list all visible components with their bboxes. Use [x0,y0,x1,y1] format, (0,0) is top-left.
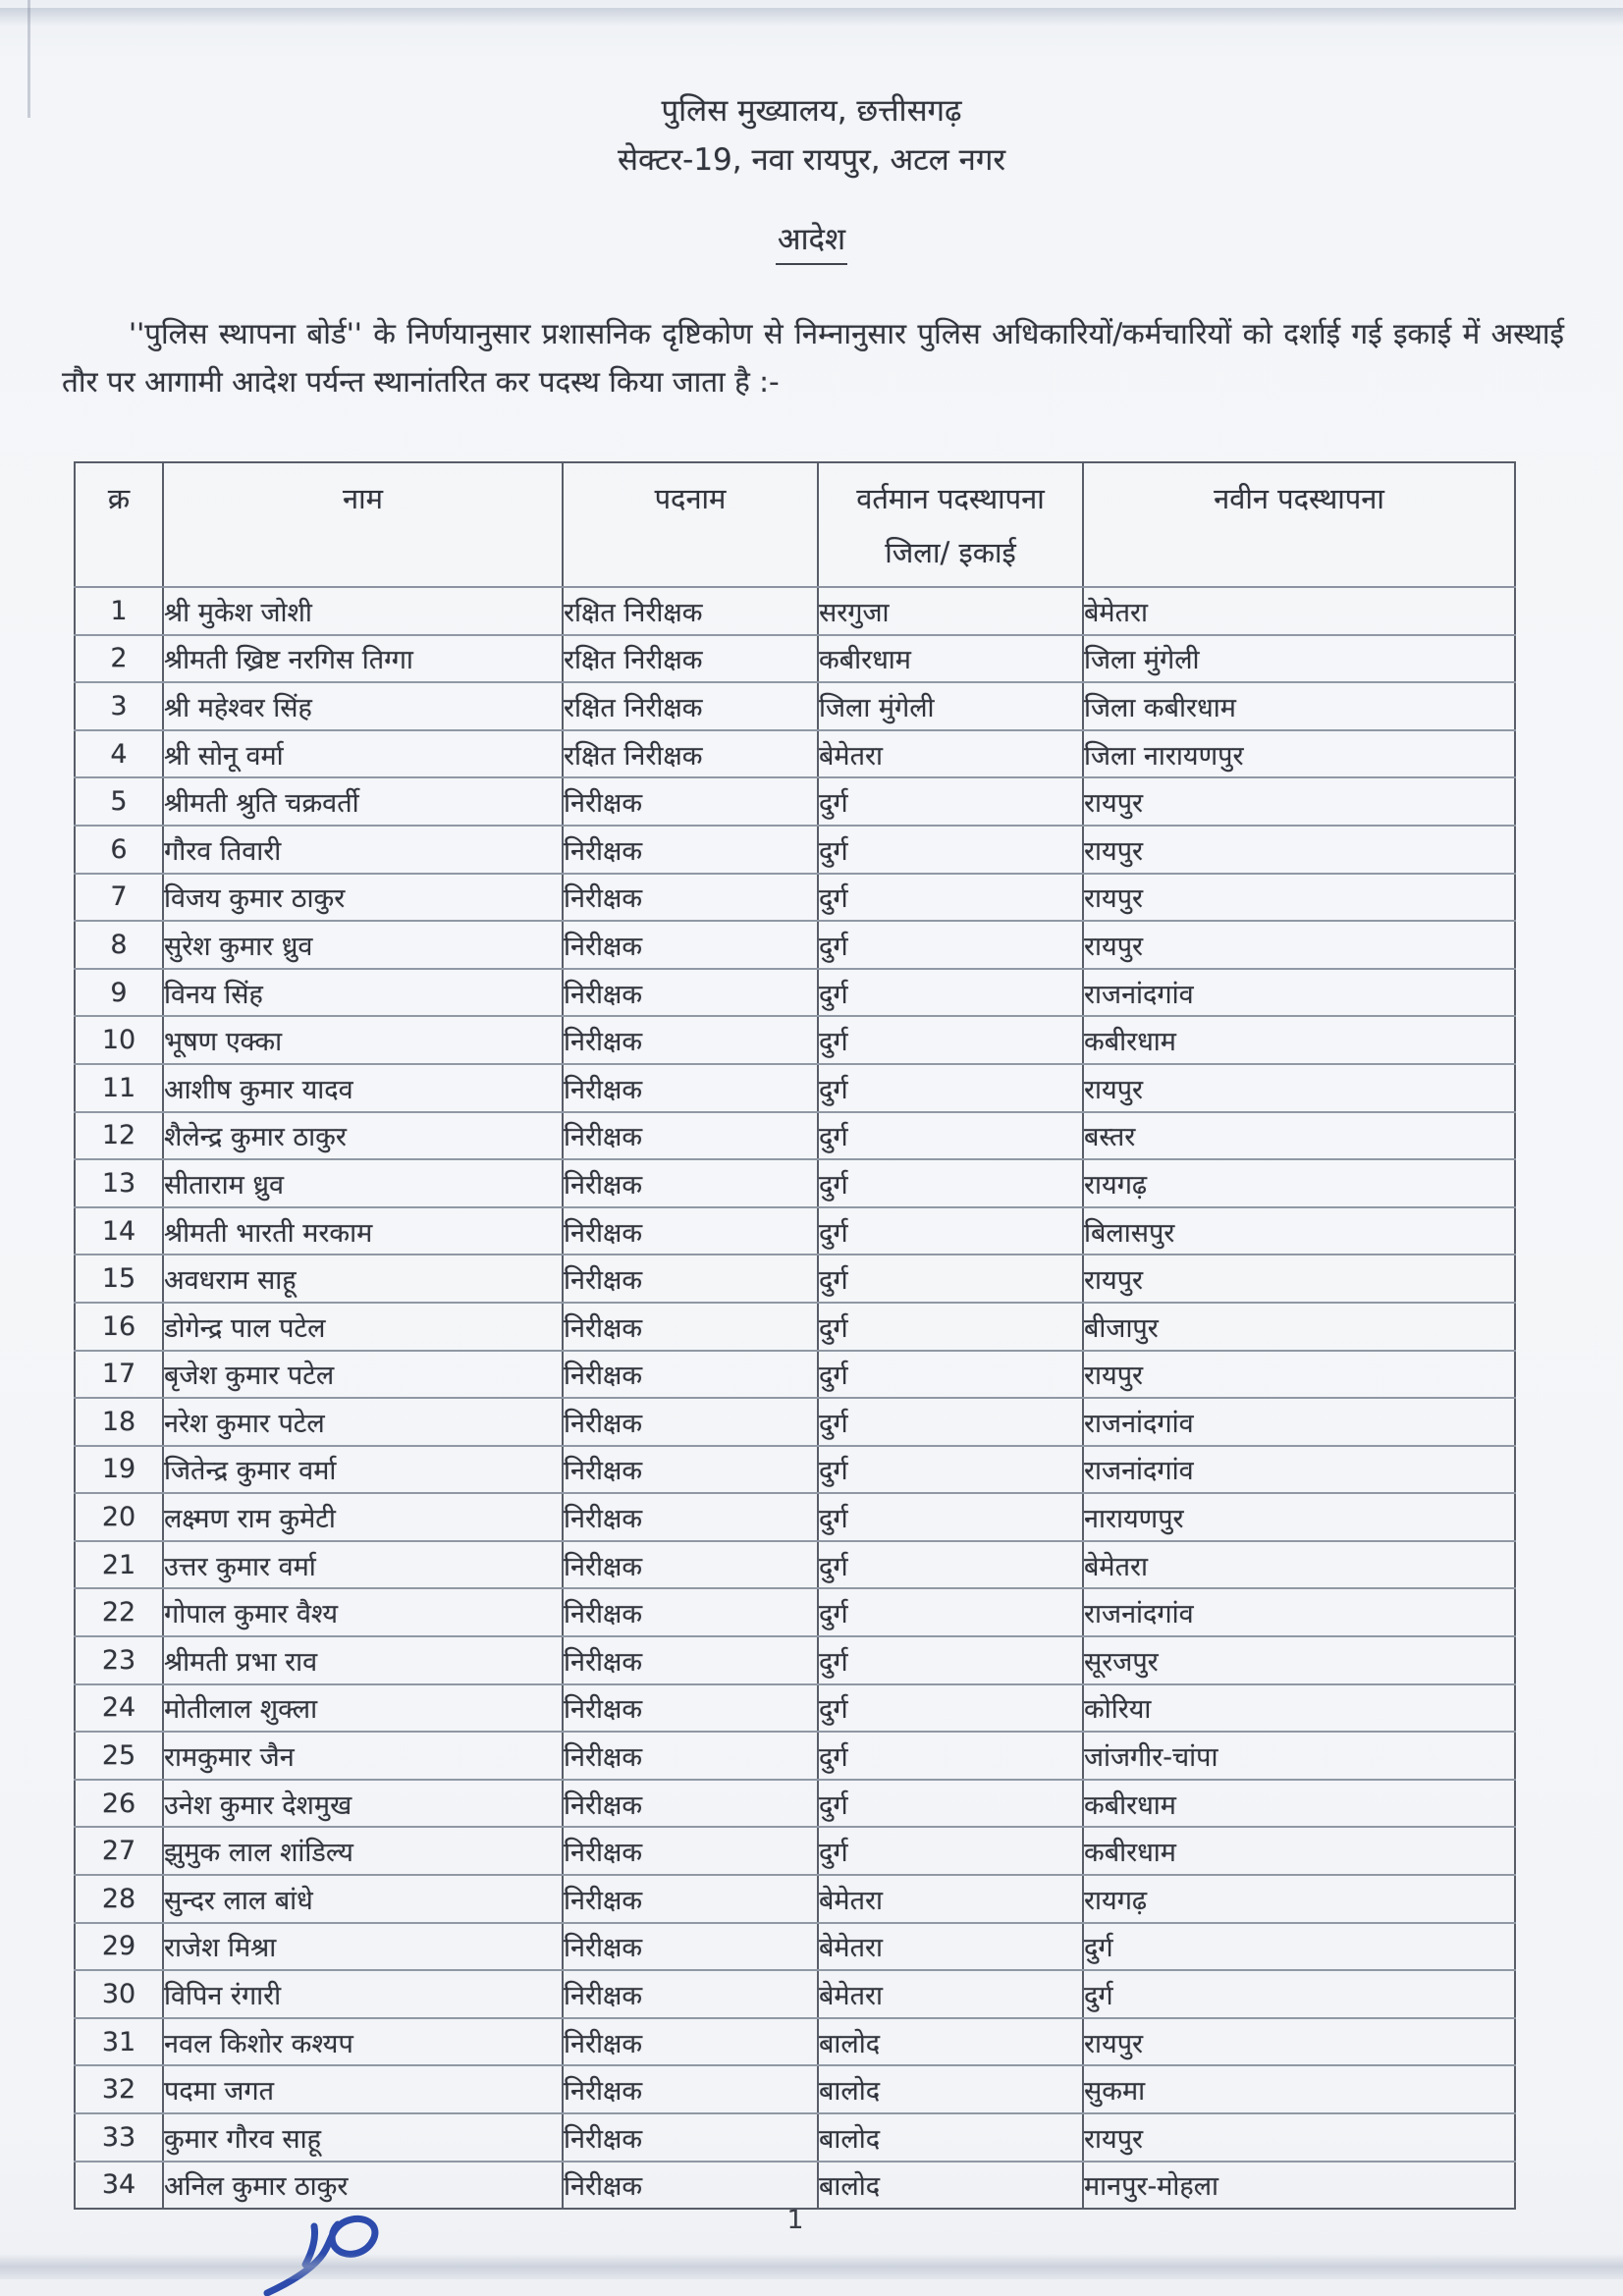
cell-designation: निरीक्षक [563,2065,818,2113]
scan-edge-bottom [0,2254,1623,2279]
cell-serial: 24 [75,1684,163,1733]
cell-serial: 23 [75,1636,163,1684]
cell-serial: 28 [75,1875,163,1923]
table-row [75,1016,1515,1064]
cell-serial: 26 [75,1780,163,1828]
cell-new-posting: जिला नारायणपुर [1083,730,1515,778]
table-row [75,1351,1515,1399]
cell-serial: 11 [75,1064,163,1112]
cell-new-posting: जिला कबीरधाम [1083,682,1515,730]
cell-name: कुमार गौरव साहू [163,2113,563,2162]
cell-name: बृजेश कुमार पटेल [163,1351,563,1399]
cell-serial: 21 [75,1541,163,1589]
cell-serial: 10 [75,1016,163,1064]
table-row [75,969,1515,1017]
table-row [75,2162,1515,2210]
table-row [75,2065,1515,2113]
cell-current-posting: दुर्ग [818,1016,1083,1064]
table-row [75,1207,1515,1255]
table-row [75,1780,1515,1828]
cell-current-posting: दुर्ग [818,1780,1083,1828]
cell-new-posting: दुर्ग [1083,1970,1515,2018]
cell-name: पदमा जगत [163,2065,563,2113]
cell-serial: 30 [75,1970,163,2018]
cell-new-posting: सूरजपुर [1083,1636,1515,1684]
cell-current-posting: दुर्ग [818,1398,1083,1446]
cell-current-posting: बालोद [818,2018,1083,2066]
col-header-current-posting-line1: वर्तमान पदस्थापना [856,482,1045,515]
table-row [75,921,1515,969]
cell-designation: निरीक्षक [563,874,818,922]
cell-current-posting: दुर्ग [818,921,1083,969]
cell-name: श्रीमती ख्रिष्ट नरगिस तिग्गा [163,635,563,683]
cell-new-posting: कोरिया [1083,1684,1515,1733]
cell-serial: 6 [75,826,163,874]
cell-name: सीताराम ध्रुव [163,1159,563,1207]
cell-name: झुमुक लाल शांडिल्य [163,1827,563,1875]
cell-serial: 20 [75,1493,163,1541]
cell-new-posting: जांजगीर-चांपा [1083,1732,1515,1780]
cell-current-posting: दुर्ग [818,1159,1083,1207]
cell-current-posting: बेमेतरा [818,1923,1083,1971]
cell-current-posting: दुर्ग [818,1684,1083,1733]
cell-designation: निरीक्षक [563,1159,818,1207]
cell-current-posting: कबीरधाम [818,635,1083,683]
cell-designation: निरीक्षक [563,1207,818,1255]
cell-name: गोपाल कुमार वैश्य [163,1588,563,1636]
cell-name: नवल किशोर कश्यप [163,2018,563,2066]
cell-new-posting: बस्तर [1083,1112,1515,1160]
cell-name: आशीष कुमार यादव [163,1064,563,1112]
cell-new-posting: रायगढ़ [1083,1159,1515,1207]
cell-name: अवधराम साहू [163,1255,563,1303]
cell-serial: 2 [75,635,163,683]
cell-designation: निरीक्षक [563,1016,818,1064]
cell-new-posting: राजनांदगांव [1083,1588,1515,1636]
cell-new-posting: रायगढ़ [1083,1875,1515,1923]
cell-current-posting: दुर्ग [818,1255,1083,1303]
cell-new-posting: रायपुर [1083,1064,1515,1112]
table-header-row [75,462,1515,587]
cell-serial: 19 [75,1446,163,1494]
cell-designation: निरीक्षक [563,1064,818,1112]
cell-serial: 32 [75,2065,163,2113]
cell-new-posting: कबीरधाम [1083,1016,1515,1064]
table-row [75,1732,1515,1780]
cell-designation: निरीक्षक [563,826,818,874]
cell-name: श्री महेश्वर सिंह [163,682,563,730]
cell-designation: निरीक्षक [563,1780,818,1828]
cell-serial: 1 [75,587,163,635]
cell-new-posting: कबीरधाम [1083,1827,1515,1875]
cell-new-posting: रायपुर [1083,921,1515,969]
header-line-2: सेक्टर-19, नवा रायपुर, अटल नगर [617,142,1006,178]
cell-designation: निरीक्षक [563,1827,818,1875]
cell-new-posting: जिला मुंगेली [1083,635,1515,683]
cell-designation: निरीक्षक [563,1541,818,1589]
table-row [75,1159,1515,1207]
cell-name: श्रीमती प्रभा राव [163,1636,563,1684]
cell-name: सुन्दर लाल बांधे [163,1875,563,1923]
cell-name: श्रीमती भारती मरकाम [163,1207,563,1255]
table-row [75,874,1515,922]
cell-current-posting: दुर्ग [818,1732,1083,1780]
cell-current-posting: दुर्ग [818,1588,1083,1636]
cell-serial: 8 [75,921,163,969]
cell-designation: निरीक्षक [563,1493,818,1541]
cell-current-posting: बालोद [818,2162,1083,2210]
table-row [75,1923,1515,1971]
cell-designation: निरीक्षक [563,1112,818,1160]
cell-designation: निरीक्षक [563,1732,818,1780]
cell-new-posting: बेमेतरा [1083,1541,1515,1589]
table-row [75,826,1515,874]
table-row [75,1064,1515,1112]
cell-current-posting: दुर्ग [818,1446,1083,1494]
cell-new-posting: रायपुर [1083,2113,1515,2162]
cell-current-posting: दुर्ग [818,1636,1083,1684]
table-row [75,1970,1515,2018]
table-row [75,2018,1515,2066]
cell-serial: 13 [75,1159,163,1207]
cell-designation: रक्षित निरीक्षक [563,682,818,730]
cell-name: रामकुमार जैन [163,1732,563,1780]
cell-current-posting: दुर्ग [818,1351,1083,1399]
order-body-paragraph: ''पुलिस स्थापना बोर्ड'' के निर्णयानुसार प्रशासनिक दृष्टिकोण से निम्नानुसार पुलिस अधिकारियों/कर्मचारियों को दर्शाई गई इकाई में अस्थाई तौर पर आगामी आदेश पर्यन्त स्थानांतरित कर पदस्थ किया जाता है :- [62,317,1564,399]
table-row [75,730,1515,778]
table-row [75,1875,1515,1923]
table-row [75,1684,1515,1733]
document-header [0,86,1623,185]
cell-name: श्री मुकेश जोशी [163,587,563,635]
cell-name: जितेन्द्र कुमार वर्मा [163,1446,563,1494]
cell-serial: 5 [75,777,163,826]
cell-name: विनय सिंह [163,969,563,1017]
cell-serial: 17 [75,1351,163,1399]
cell-designation: निरीक्षक [563,1255,818,1303]
cell-new-posting: राजनांदगांव [1083,1398,1515,1446]
cell-serial: 7 [75,874,163,922]
cell-current-posting: बेमेतरा [818,1875,1083,1923]
cell-new-posting: बीजापुर [1083,1303,1515,1351]
cell-name: विपिन रंगारी [163,1970,563,2018]
cell-name: भूषण एक्का [163,1016,563,1064]
cell-designation: निरीक्षक [563,1636,818,1684]
cell-designation: निरीक्षक [563,2113,818,2162]
cell-current-posting: दुर्ग [818,969,1083,1017]
table-row [75,1541,1515,1589]
table-row [75,1398,1515,1446]
cell-name: उनेश कुमार देशमुख [163,1780,563,1828]
cell-current-posting: दुर्ग [818,1207,1083,1255]
cell-new-posting: बिलासपुर [1083,1207,1515,1255]
cell-new-posting: रायपुर [1083,777,1515,826]
table-row [75,1446,1515,1494]
table-row [75,1827,1515,1875]
cell-designation: निरीक्षक [563,1588,818,1636]
cell-new-posting: कबीरधाम [1083,1780,1515,1828]
cell-designation: रक्षित निरीक्षक [563,730,818,778]
cell-designation: निरीक्षक [563,1398,818,1446]
cell-current-posting: दुर्ग [818,874,1083,922]
cell-name: श्री सोनू वर्मा [163,730,563,778]
cell-serial: 34 [75,2162,163,2210]
table-row [75,1493,1515,1541]
cell-designation: निरीक्षक [563,1351,818,1399]
table-row [75,682,1515,730]
cell-current-posting: दुर्ग [818,1112,1083,1160]
table-row [75,635,1515,683]
cell-serial: 22 [75,1588,163,1636]
cell-current-posting: सरगुजा [818,587,1083,635]
cell-serial: 31 [75,2018,163,2066]
cell-name: राजेश मिश्रा [163,1923,563,1971]
cell-current-posting: दुर्ग [818,1541,1083,1589]
scan-edge-top [0,8,1623,26]
cell-serial: 27 [75,1827,163,1875]
cell-designation: निरीक्षक [563,1970,818,2018]
cell-name: डोगेन्द्र पाल पटेल [163,1303,563,1351]
cell-current-posting: बेमेतरा [818,730,1083,778]
cell-new-posting: राजनांदगांव [1083,969,1515,1017]
cell-designation: निरीक्षक [563,2162,818,2210]
transfer-table [74,461,1516,2210]
cell-current-posting: दुर्ग [818,777,1083,826]
cell-serial: 25 [75,1732,163,1780]
cell-new-posting: रायपुर [1083,826,1515,874]
cell-designation: निरीक्षक [563,1684,818,1733]
cell-current-posting: दुर्ग [818,826,1083,874]
cell-current-posting: दुर्ग [818,1493,1083,1541]
cell-name: सुरेश कुमार ध्रुव [163,921,563,969]
cell-designation: निरीक्षक [563,1875,818,1923]
table-row [75,587,1515,635]
cell-serial: 4 [75,730,163,778]
cell-serial: 15 [75,1255,163,1303]
cell-name: शैलेन्द्र कुमार ठाकुर [163,1112,563,1160]
cell-serial: 14 [75,1207,163,1255]
cell-designation: निरीक्षक [563,2018,818,2066]
order-title [0,218,1623,265]
cell-serial: 3 [75,682,163,730]
cell-designation: निरीक्षक [563,1446,818,1494]
cell-current-posting: जिला मुंगेली [818,682,1083,730]
order-title-text: आदेश [776,218,847,265]
cell-name: मोतीलाल शुक्ला [163,1684,563,1733]
cell-current-posting: बालोद [818,2113,1083,2162]
cell-designation: निरीक्षक [563,921,818,969]
cell-name: गौरव तिवारी [163,826,563,874]
table-header [75,462,1515,587]
cell-new-posting: बेमेतरा [1083,587,1515,635]
table-row [75,1636,1515,1684]
cell-designation: निरीक्षक [563,777,818,826]
cell-serial: 16 [75,1303,163,1351]
cell-current-posting: दुर्ग [818,1064,1083,1112]
col-header-current-posting-line2: जिला/ इकाई [885,536,1016,569]
cell-serial: 29 [75,1923,163,1971]
cell-designation: निरीक्षक [563,969,818,1017]
cell-new-posting: नारायणपुर [1083,1493,1515,1541]
cell-new-posting: रायपुर [1083,1255,1515,1303]
cell-serial: 33 [75,2113,163,2162]
cell-current-posting: दुर्ग [818,1303,1083,1351]
cell-name: उत्तर कुमार वर्मा [163,1541,563,1589]
cell-current-posting: बालोद [818,2065,1083,2113]
cell-designation: निरीक्षक [563,1923,818,1971]
table-row [75,2113,1515,2162]
cell-new-posting: रायपुर [1083,1351,1515,1399]
col-header-designation: पदनाम [563,462,818,587]
cell-new-posting: दुर्ग [1083,1923,1515,1971]
cell-name: अनिल कुमार ठाकुर [163,2162,563,2210]
cell-name: विजय कुमार ठाकुर [163,874,563,922]
cell-new-posting: सुकमा [1083,2065,1515,2113]
table-row [75,1112,1515,1160]
page-number: 1 [786,2205,804,2235]
col-header-name: नाम [163,462,563,587]
cell-new-posting: मानपुर-मोहला [1083,2162,1515,2210]
col-header-new-posting: नवीन पदस्थापना [1083,462,1515,587]
col-header-serial: क्र [75,462,163,587]
cell-designation: रक्षित निरीक्षक [563,635,818,683]
cell-new-posting: रायपुर [1083,2018,1515,2066]
table-row [75,1303,1515,1351]
cell-serial: 18 [75,1398,163,1446]
cell-name: श्रीमती श्रुति चक्रवर्ती [163,777,563,826]
cell-current-posting: बेमेतरा [818,1970,1083,2018]
cell-new-posting: रायपुर [1083,874,1515,922]
table-body [75,587,1515,2209]
cell-designation: रक्षित निरीक्षक [563,587,818,635]
header-line-1: पुलिस मुख्यालय, छत्तीसगढ़ [661,93,962,129]
col-header-current-posting [818,462,1083,587]
cell-new-posting: राजनांदगांव [1083,1446,1515,1494]
cell-serial: 12 [75,1112,163,1160]
table-row [75,777,1515,826]
table-row [75,1588,1515,1636]
cell-designation: निरीक्षक [563,1303,818,1351]
cell-serial: 9 [75,969,163,1017]
table-row [75,1255,1515,1303]
cell-current-posting: दुर्ग [818,1827,1083,1875]
cell-name: नरेश कुमार पटेल [163,1398,563,1446]
cell-name: लक्ष्मण राम कुमेटी [163,1493,563,1541]
